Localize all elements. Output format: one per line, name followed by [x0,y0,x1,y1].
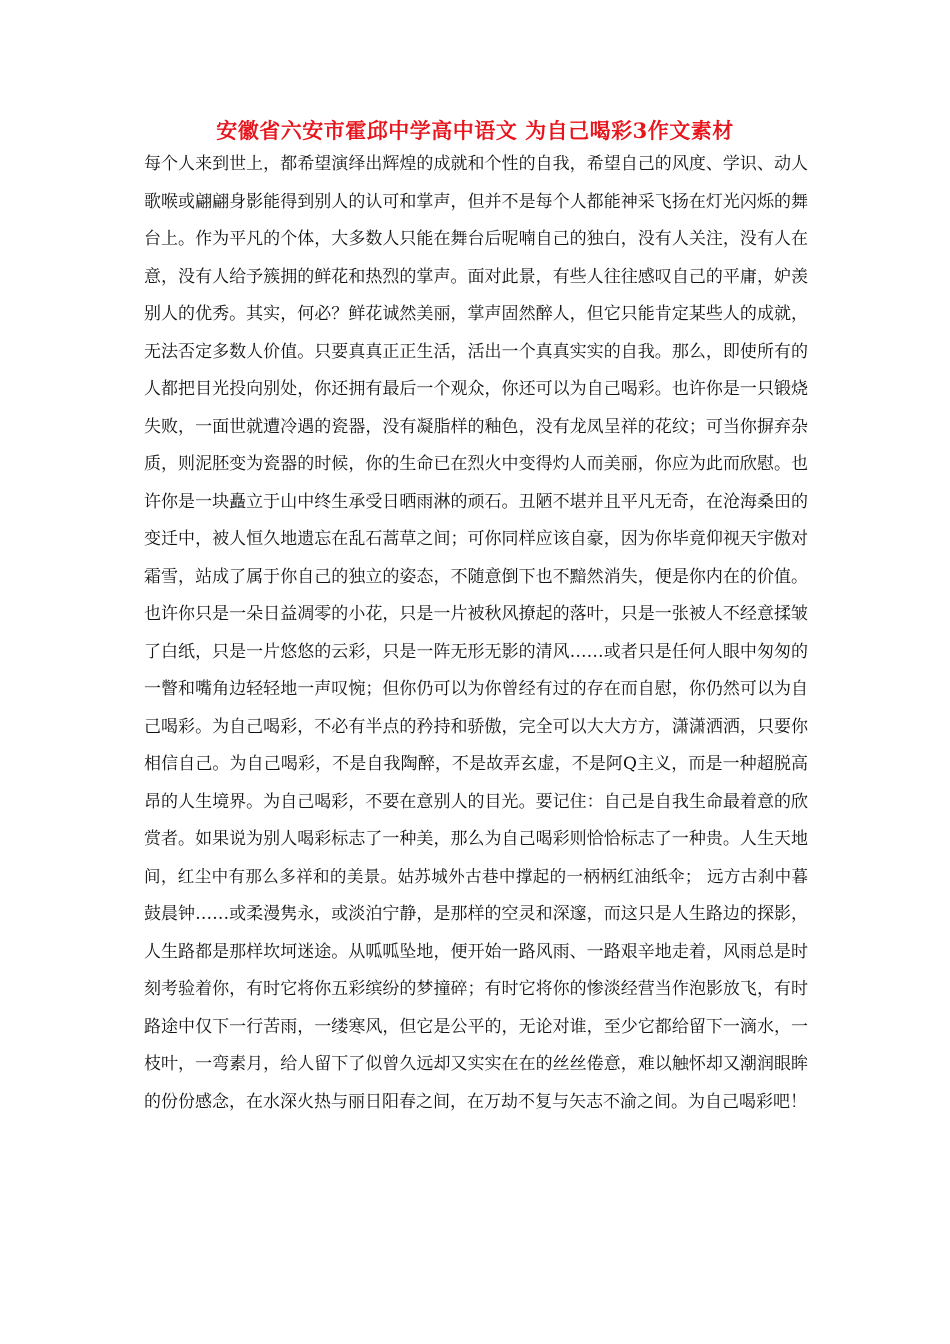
text-line: 刻考验着你，有时它将你五彩缤纷的梦撞碎；有时它将你的惨淡经营当作泡影放飞，有时 [144,979,808,999]
text-line: 昂的人生境界。为自己喝彩，不要在意别人的目光。要记住：自己是自我生命最着意的欣 [144,791,808,812]
text-line: 无法否定多数人价值。只要真真正正生活，活出一个真真实实的自我。那么，即使所有的 [144,341,808,362]
text-line: 枝叶，一弯素月，给人留下了似曾久远却又实实在在的丝丝倦意，难以触怀却又潮润眼眸 [144,1054,808,1074]
text-line: 己喝彩。为自己喝彩，不必有半点的矜持和骄傲，完全可以大大方方，潇潇洒洒，只要你 [144,716,808,737]
text-line: 相信自己。为自己喝彩，不是自我陶醉，不是故弄玄虚，不是阿Q主义，而是一种超脱高 [144,754,808,774]
text-line: 意，没有人给予簇拥的鲜花和热烈的掌声。面对此景，有些人往往感叹自己的平庸，妒羡 [144,266,808,287]
text-line: 质，则泥胚变为瓷器的时候，你的生命已在烈火中变得灼人而美丽，你应为此而欣慰。也 [144,454,808,474]
text-line: 的份份感念，在水深火热与丽日阳春之间，在万劫不复与矢志不渝之间。为自己喝彩吧！ [144,1091,807,1112]
text-line: 鼓晨钟……或柔漫隽永，或淡泊宁静，是那样的空灵和深邃，而这只是人生路边的探影， [144,904,808,924]
text-line: 台上。作为平凡的个体，大多数人只能在舞台后呢喃自己的独白，没有人关注，没有人在 [144,229,808,249]
text-line: 一瞥和嘴角边轻轻地一声叹惋；但你仍可以为你曾经有过的存在而自慰，你仍然可以为自 [144,679,808,699]
text-line: 赏者。如果说为别人喝彩标志了一种美，那么为自己喝彩则恰恰标志了一种贵。人生天地 [144,829,808,849]
text-line: 间，红尘中有那么多祥和的美景。姑苏城外古巷中撑起的一柄柄红油纸伞； 远方古刹中暮 [144,866,808,886]
document-title: 安徽省六安市霍邱中学高中语文 为自己喝彩3作文素材 [216,118,734,143]
text-line: 每个人来到世上，都希望演绎出辉煌的成就和个性的自我，希望自己的风度、学识、动人 [144,154,808,174]
text-line: 了白纸，只是一片悠悠的云彩，只是一阵无形无影的清风……或者只是任何人眼中匆匆的 [144,641,808,662]
text-line: 许你是一块矗立于山中终生承受日晒雨淋的顽石。丑陋不堪并且平凡无奇，在沧海桑田的 [144,491,808,512]
text-line: 别人的优秀。其实，何必？鲜花诚然美丽，掌声固然醉人，但它只能肯定某些人的成就， [144,304,808,324]
text-line: 人都把目光投向别处，你还拥有最后一个观众，你还可以为自己喝彩。也许你是一只锻烧 [144,379,808,399]
text-line: 霜雪，站成了属于你自己的独立的姿态，不随意倒下也不黯然消失，便是你内在的价值。 [144,566,808,587]
text-line: 歌喉或翩翩身影能得到别人的认可和掌声，但并不是每个人都能神采飞扬在灯光闪烁的舞 [144,191,808,212]
text-line: 人生路都是那样坎坷迷途。从呱呱坠地，便开始一路风雨、一路艰辛地走着，风雨总是时 [144,941,808,962]
document-body [144,151,808,1126]
text-line: 也许你只是一朵日益凋零的小花，只是一片被秋风撩起的落叶，只是一张被人不经意揉皱 [144,604,808,624]
text-line: 路途中仅下一行苦雨，一缕寒风，但它是公平的，无论对谁，至少它都给留下一滴水，一 [144,1016,808,1037]
text-line: 变迁中，被人恒久地遗忘在乱石蒿草之间；可你同样应该自豪，因为你毕竟仰视天宇傲对 [144,529,808,549]
text-line: 失败，一面世就遭冷遇的瓷器，没有凝脂样的釉色，没有龙凤呈祥的花纹；可当你摒弃杂 [144,416,808,437]
